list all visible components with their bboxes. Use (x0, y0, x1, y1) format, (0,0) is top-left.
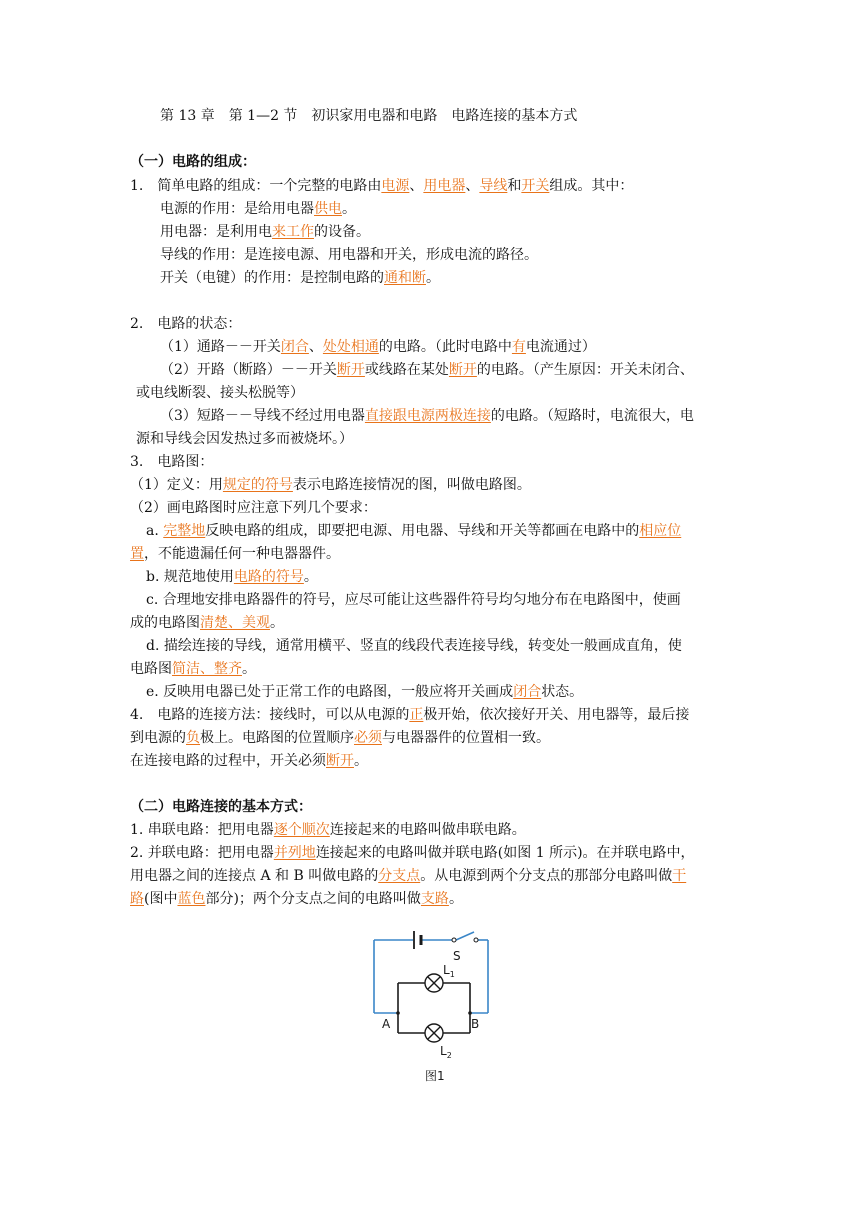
text: 与电器器件的位置相一致。 (382, 730, 550, 746)
text: 1. 简单电路的组成：一个完整的电路由 (130, 178, 382, 194)
text: 用电器之间的连接点 A 和 B 叫做电路的 (130, 868, 379, 884)
text: （2）开路（断路）－－开关 (160, 362, 337, 378)
diagram-definition (130, 475, 730, 495)
text: 。 (342, 201, 356, 217)
text: 部分)；两个分支点之间的电路叫做 (205, 891, 421, 907)
answer-negative: 负 (186, 730, 200, 746)
text: 2. 并联电路：把用电器 (130, 845, 274, 861)
requirement-a-line2 (130, 544, 730, 564)
node-a-label: A (382, 1017, 391, 1031)
section-heading-connection: （二）电路连接的基本方式： (130, 799, 312, 815)
item-1-simple-circuit (130, 176, 730, 196)
answer-position-end: 置 (130, 546, 144, 562)
page-title: 第 13 章 第 1—2 节 初识家用电器和电路 电路连接的基本方式 (160, 108, 578, 124)
lamp-l1-label (443, 963, 455, 979)
text: 组成。其中： (549, 178, 634, 194)
section-heading-composition: （一）电路的组成： (130, 154, 256, 170)
state-closed (160, 337, 760, 357)
text: 、 (308, 339, 323, 355)
answer-main-line: 干 (672, 868, 687, 884)
parallel-circuit-figure (360, 920, 510, 1085)
state-open-line2: 或电线断裂、接头松脱等） (136, 385, 304, 401)
item-4-line3 (130, 751, 730, 771)
requirement-e (146, 682, 746, 702)
text: 的电路。（短路时，电流很大，电 (490, 408, 694, 424)
answer-appliance: 用电器 (423, 178, 466, 194)
answer-concise-tidy: 简洁、整齐 (172, 661, 242, 677)
item-2-circuit-states: 2. 电路的状态： (130, 316, 242, 332)
text: 用电器：是利用电 (160, 224, 272, 240)
text: 。 (303, 569, 318, 585)
text: 开关（电键）的作用：是控制电路的 (160, 270, 384, 286)
state-short-line2: 源和导线会因发热过多而被烧坏。） (136, 431, 353, 447)
answer-circuit-symbols: 电路的符号 (233, 569, 304, 585)
switch-label: S (453, 949, 461, 963)
text: b. 规范地使用 (146, 569, 234, 585)
answer-clear-neat: 清楚、美观 (200, 615, 270, 631)
text: 成的电路图 (130, 615, 200, 631)
switch-blade (456, 932, 474, 940)
text: （1）定义：用 (130, 477, 223, 493)
text: 的电路。（此时电路中 (378, 339, 512, 355)
text: 电源的作用：是给用电器 (160, 201, 314, 217)
text: 电流通过） (525, 339, 596, 355)
text: 。 (448, 891, 463, 907)
node-b-label: B (471, 1017, 480, 1031)
state-open-line1 (160, 360, 760, 380)
answer-main-line-end: 路 (130, 891, 144, 907)
text: 。从电源到两个分支点的那部分电路叫做 (420, 868, 673, 884)
lamp-l2-letter: L (440, 1044, 447, 1058)
requirement-c-line2 (130, 613, 730, 633)
text: 极开始，依次接好开关、用电器等，最后接 (423, 707, 690, 723)
answer-positive: 正 (409, 707, 424, 723)
lamp-l2-icon (425, 1024, 443, 1042)
main-circuit-wires (374, 932, 488, 1013)
state-short-line1 (160, 406, 760, 426)
wire-role: 导线的作用：是连接电源、用电器和开关，形成电流的路径。 (160, 247, 538, 263)
answer-work: 来工作 (272, 224, 314, 240)
text: 连接起来的电路叫做串联电路。 (329, 822, 526, 838)
answer-branch: 支路 (420, 891, 449, 907)
lamp-l1-subscript: 1 (449, 970, 455, 979)
text: a. (146, 523, 164, 539)
text: 4. 电路的连接方法：接线时，可以从电源的 (130, 707, 410, 723)
parallel-circuit-line2 (130, 866, 730, 886)
answer-on-off: 通和断 (384, 270, 426, 286)
diagram-requirements: （2）画电路图时应注意下列几个要求： (130, 500, 377, 516)
text: 或线路在某处 (364, 362, 449, 378)
text: 、 (409, 178, 424, 194)
answer-supply-power: 供电 (314, 201, 342, 217)
text: 。 (270, 615, 284, 631)
text: 电路图 (130, 661, 172, 677)
parallel-circuit-line1 (130, 843, 730, 863)
answer-disconnected: 断开 (326, 753, 354, 769)
figure-caption: 图1 (425, 1069, 445, 1083)
switch-contact (452, 938, 456, 942)
text: 反映电路的组成，即要把电源、用电器、导线和开关等都画在电路中的 (205, 523, 640, 539)
answer-switch: 开关 (521, 178, 550, 194)
text: 。 (354, 753, 368, 769)
text: 。 (426, 270, 440, 286)
item-4-line1 (130, 705, 730, 725)
answer-line-open: 断开 (448, 362, 477, 378)
requirement-a-line1 (146, 521, 746, 541)
text: (图中 (144, 891, 178, 907)
answer-wire: 导线 (479, 178, 508, 194)
answer-must: 必须 (354, 730, 382, 746)
lamp-l2-label (440, 1044, 452, 1060)
text: 和 (507, 178, 522, 194)
answer-connected: 处处相通 (322, 339, 379, 355)
node-b-dot (468, 1011, 472, 1015)
switch-contact (474, 938, 478, 942)
text: ，不能遗漏任何一种电器器件。 (144, 546, 340, 562)
answer-has-current: 有 (511, 339, 526, 355)
power-role (160, 199, 760, 219)
text: 的设备。 (314, 224, 370, 240)
text: 到电源的 (130, 730, 186, 746)
text: 、 (465, 178, 480, 194)
text: 在连接电路的过程中，开关必须 (130, 753, 326, 769)
answer-one-by-one: 逐个顺次 (273, 822, 330, 838)
requirement-b (146, 567, 746, 587)
text: 1. 串联电路：把用电器 (130, 822, 274, 838)
answer-standard-symbols: 规定的符号 (222, 477, 293, 493)
text: 状态。 (541, 684, 584, 700)
lamp-l2-subscript: 2 (446, 1051, 452, 1060)
text: （1）通路－－开关 (160, 339, 281, 355)
answer-blue: 蓝色 (177, 891, 206, 907)
text: e. 反映用电器已处于正常工作的电路图，一般应将开关画成 (146, 684, 514, 700)
node-a-dot (396, 1011, 400, 1015)
text: 表示电路连接情况的图，叫做电路图。 (292, 477, 531, 493)
answer-branch-point: 分支点 (378, 868, 421, 884)
answer-position: 相应位 (639, 523, 682, 539)
series-circuit (130, 820, 730, 840)
answer-direct-connection: 直接跟电源两极连接 (364, 408, 491, 424)
lamp-l1-icon (425, 974, 443, 992)
requirement-d-line1: d. 描绘连接的导线，通常用横平、竖直的线段代表连接导线，转变处一般画成直角，使 (146, 638, 682, 654)
answer-completely: 完整地 (163, 523, 206, 539)
answer-power-source: 电源 (381, 178, 410, 194)
text: 。 (242, 661, 256, 677)
text: 连接起来的电路叫做并联电路(如图 1 所示)。在并联电路中， (315, 845, 695, 861)
switch-role (160, 268, 760, 288)
lamp-l1-letter: L (443, 963, 450, 977)
item-3-circuit-diagram: 3. 电路图： (130, 454, 214, 470)
answer-side-by-side: 并列地 (273, 845, 316, 861)
answer-closed: 闭合 (280, 339, 309, 355)
requirement-d-line2 (130, 659, 730, 679)
answer-closed-state: 闭合 (513, 684, 542, 700)
item-4-line2 (130, 728, 730, 748)
requirement-c-line1: c. 合理地安排电路器件的符号，应尽可能让这些器件符号均匀地分布在电路图中，使画 (146, 592, 681, 608)
text: （3）短路－－导线不经过用电器 (160, 408, 365, 424)
appliance-role (160, 222, 760, 242)
answer-switch-open: 断开 (336, 362, 365, 378)
text: 极上。电路图的位置顺序 (200, 730, 354, 746)
text: 的电路。（产生原因：开关未闭合、 (476, 362, 694, 378)
parallel-circuit-line3 (130, 889, 730, 909)
